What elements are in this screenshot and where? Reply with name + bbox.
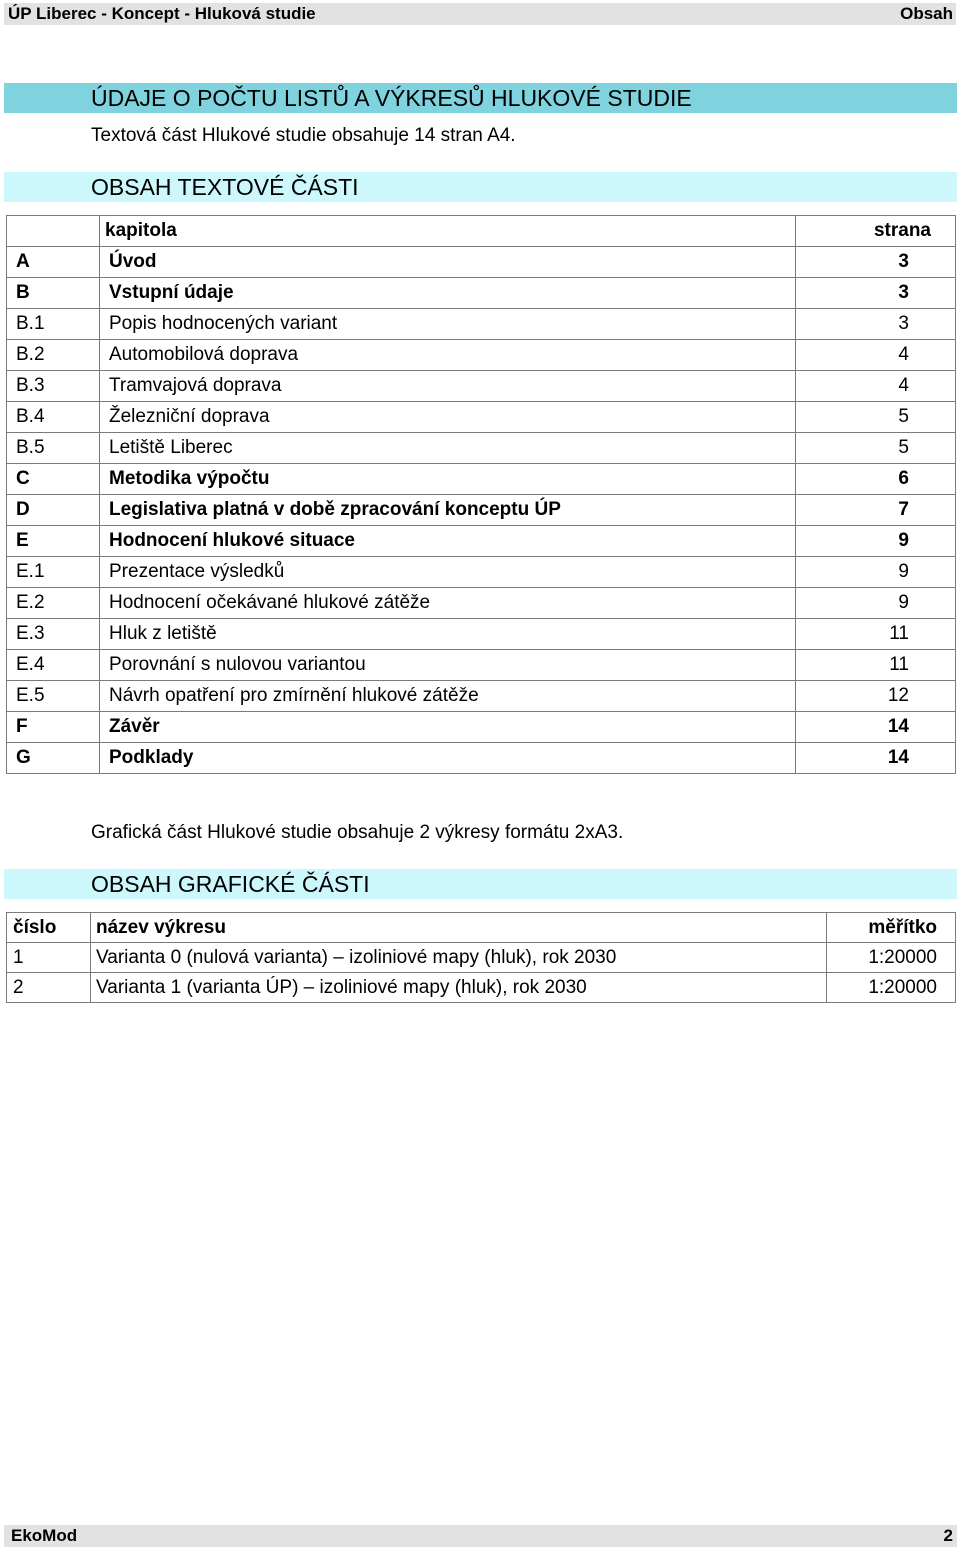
drawings-header-row (7, 913, 956, 943)
toc-row (7, 619, 956, 650)
toc-chapter-page: 9 (796, 588, 956, 619)
text-contents-heading-band (4, 172, 957, 202)
toc-chapter-id: B (7, 278, 100, 309)
toc-chapter-page: 5 (796, 433, 956, 464)
drawing-row (7, 943, 956, 973)
drawings-header-number: číslo (7, 913, 91, 943)
footer-page-number: 2 (943, 1526, 953, 1545)
toc-chapter-id: G (7, 743, 100, 774)
toc-row (7, 340, 956, 371)
toc-chapter-id: E.3 (7, 619, 100, 650)
drawing-number: 1 (7, 943, 91, 973)
toc-header-chapter: kapitola (100, 216, 796, 247)
toc-chapter-page: 6 (796, 464, 956, 495)
toc-row (7, 371, 956, 402)
graphics-part-info: Grafická část Hlukové studie obsahuje 2 výkresy formátu 2xA3. (91, 822, 624, 843)
drawings-table (6, 912, 956, 1003)
toc-chapter-page: 11 (796, 650, 956, 681)
drawing-scale: 1:20000 (827, 973, 956, 1003)
toc-chapter-id: A (7, 247, 100, 278)
toc-row (7, 743, 956, 774)
toc-chapter-page: 14 (796, 743, 956, 774)
toc-row (7, 402, 956, 433)
toc-chapter-page: 4 (796, 371, 956, 402)
toc-row (7, 247, 956, 278)
toc-chapter-id: E.5 (7, 681, 100, 712)
toc-chapter-title: Prezentace výsledků (100, 557, 796, 588)
toc-chapter-title: Podklady (100, 743, 796, 774)
toc-chapter-title: Popis hodnocených variant (100, 309, 796, 340)
document-title: ÚP Liberec - Koncept - Hluková studie (8, 4, 316, 23)
page-footer (4, 1525, 957, 1547)
main-heading: ÚDAJE O POČTU LISTŮ A VÝKRESŮ HLUKOVÉ STUDIE (91, 85, 692, 111)
toc-chapter-page: 4 (796, 340, 956, 371)
toc-table (6, 215, 956, 774)
toc-row (7, 588, 956, 619)
toc-chapter-page: 3 (796, 309, 956, 340)
drawing-name: Varianta 1 (varianta ÚP) – izoliniové mapy (hluk), rok 2030 (91, 973, 827, 1003)
toc-chapter-id: E (7, 526, 100, 557)
text-contents-heading: OBSAH TEXTOVÉ ČÁSTI (91, 174, 359, 200)
toc-row (7, 526, 956, 557)
drawings-header-name: název výkresu (91, 913, 827, 943)
toc-row (7, 278, 956, 309)
toc-row (7, 433, 956, 464)
drawing-number: 2 (7, 973, 91, 1003)
toc-row (7, 681, 956, 712)
toc-chapter-title: Metodika výpočtu (100, 464, 796, 495)
toc-header-id (7, 216, 100, 247)
text-part-info: Textová část Hlukové studie obsahuje 14 stran A4. (91, 125, 516, 146)
toc-chapter-id: D (7, 495, 100, 526)
toc-chapter-title: Automobilová doprava (100, 340, 796, 371)
toc-chapter-title: Porovnání s nulovou variantou (100, 650, 796, 681)
drawing-row (7, 973, 956, 1003)
toc-chapter-title: Železniční doprava (100, 402, 796, 433)
toc-header-page: strana (796, 216, 956, 247)
toc-chapter-title: Úvod (100, 247, 796, 278)
drawings-header-scale: měřítko (827, 913, 956, 943)
toc-chapter-page: 3 (796, 247, 956, 278)
toc-header-row (7, 216, 956, 247)
toc-row (7, 712, 956, 743)
toc-chapter-page: 7 (796, 495, 956, 526)
footer-company: EkoMod (11, 1526, 78, 1545)
toc-row (7, 464, 956, 495)
toc-chapter-id: B.2 (7, 340, 100, 371)
toc-chapter-title: Návrh opatření pro zmírnění hlukové zátěže (100, 681, 796, 712)
drawing-scale: 1:20000 (827, 943, 956, 973)
section-label: Obsah (900, 4, 953, 23)
toc-row (7, 495, 956, 526)
toc-chapter-title: Legislativa platná v době zpracování konceptu ÚP (100, 495, 796, 526)
toc-chapter-title: Hodnocení očekávané hlukové zátěže (100, 588, 796, 619)
toc-chapter-page: 5 (796, 402, 956, 433)
toc-chapter-title: Hluk z letiště (100, 619, 796, 650)
toc-chapter-id: E.1 (7, 557, 100, 588)
toc-chapter-page: 11 (796, 619, 956, 650)
drawing-name: Varianta 0 (nulová varianta) – izoliniové mapy (hluk), rok 2030 (91, 943, 827, 973)
toc-chapter-page: 12 (796, 681, 956, 712)
toc-chapter-title: Tramvajová doprava (100, 371, 796, 402)
toc-chapter-page: 3 (796, 278, 956, 309)
toc-chapter-id: E.4 (7, 650, 100, 681)
toc-chapter-title: Letiště Liberec (100, 433, 796, 464)
main-heading-band (4, 83, 957, 113)
toc-chapter-title: Vstupní údaje (100, 278, 796, 309)
page-header (4, 3, 956, 25)
toc-chapter-title: Závěr (100, 712, 796, 743)
toc-chapter-page: 9 (796, 557, 956, 588)
toc-chapter-id: B.5 (7, 433, 100, 464)
graphics-contents-heading-band (4, 869, 957, 899)
toc-chapter-id: B.1 (7, 309, 100, 340)
toc-chapter-page: 9 (796, 526, 956, 557)
toc-row (7, 557, 956, 588)
toc-row (7, 309, 956, 340)
graphics-contents-heading: OBSAH GRAFICKÉ ČÁSTI (91, 871, 370, 897)
toc-chapter-id: B.3 (7, 371, 100, 402)
toc-chapter-page: 14 (796, 712, 956, 743)
toc-row (7, 650, 956, 681)
toc-chapter-id: C (7, 464, 100, 495)
toc-chapter-id: B.4 (7, 402, 100, 433)
toc-chapter-id: F (7, 712, 100, 743)
toc-chapter-id: E.2 (7, 588, 100, 619)
toc-chapter-title: Hodnocení hlukové situace (100, 526, 796, 557)
